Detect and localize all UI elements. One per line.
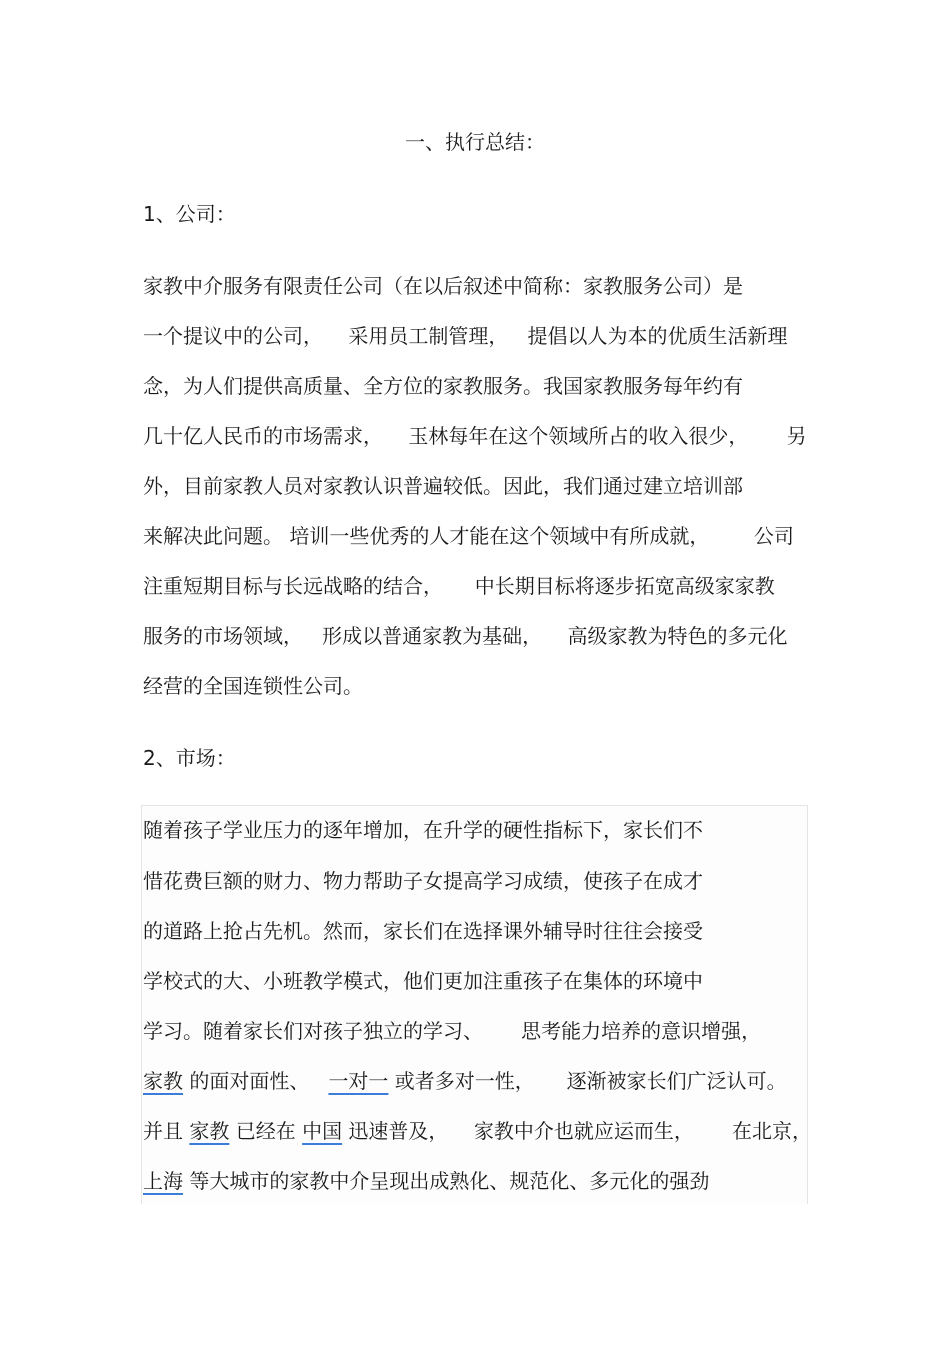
text-span: 迅速普及， 家教中介也就应运而生， 在北京，: [342, 1119, 813, 1143]
paragraph-line: 一个提议中的公司， 采用员工制管理， 提倡以人为本的优质生活新理: [143, 324, 788, 348]
text-span: 已经在: [229, 1119, 303, 1143]
text-span: 等大城市的家教中介呈现出成熟化、规范化、多元化的强劲: [183, 1169, 710, 1193]
page-title: 一、执行总结：: [405, 130, 545, 154]
paragraph-line: 注重短期目标与长远战略的结合， 中长期目标将逐步拓宽高级家家教: [143, 574, 775, 598]
paragraph-line: 来解决此问题。 培训一些优秀的人才能在这个领域中有所成就， 公司: [143, 524, 794, 548]
paragraph-line: [143, 1166, 709, 1196]
paragraph-line: 惜花费巨额的财力、物力帮助子女提高学习成绩，使孩子在成才: [143, 869, 703, 893]
link-jiajiao[interactable]: 家教: [143, 1069, 183, 1093]
paragraph-line: 学校式的大、小班教学模式，他们更加注重孩子在集体的环境中: [143, 969, 703, 993]
paragraph-line: 经营的全国连锁性公司。: [143, 674, 363, 698]
text-span: 或者多对一性， 逐渐被家长们广泛认可。: [388, 1069, 787, 1093]
paragraph-line: 服务的市场领域， 形成以普通家教为基础， 高级家教为特色的多元化: [143, 624, 788, 648]
paragraph-line: 家教中介服务有限责任公司（在以后叙述中简称：家教服务公司）是: [143, 274, 743, 298]
link-shanghai[interactable]: 上海: [143, 1169, 183, 1193]
link-one-to-one[interactable]: 一对一: [328, 1069, 389, 1093]
paragraph-line: 念，为人们提供高质量、全方位的家教服务。我国家教服务每年约有: [143, 374, 743, 398]
paragraph-line: 的道路上抢占先机。然而，家长们在选择课外辅导时往往会接受: [143, 919, 703, 943]
section-heading-company: 1、公司：: [143, 202, 236, 226]
link-jiajiao[interactable]: 家教: [189, 1119, 230, 1143]
paragraph-line: 外，目前家教人员对家教认识普遍较低。因此，我们通过建立培训部: [143, 474, 743, 498]
paragraph-line: 几十亿人民币的市场需求， 玉林每年在这个领域所占的收入很少， 另: [143, 424, 807, 448]
text-span: 并且: [143, 1119, 190, 1143]
paragraph-line: [143, 1066, 787, 1096]
paragraph-line: 随着孩子学业压力的逐年增加，在升学的硬性指标下，家长们不: [143, 818, 703, 842]
link-china[interactable]: 中国: [302, 1119, 343, 1143]
paragraph-line: 学习。随着家长们对孩子独立的学习、 思考能力培养的意识增强，: [143, 1019, 762, 1043]
paragraph-line: [143, 1116, 812, 1146]
text-span: 的面对面性、: [183, 1069, 329, 1093]
section-heading-market: 2、市场：: [143, 746, 236, 770]
